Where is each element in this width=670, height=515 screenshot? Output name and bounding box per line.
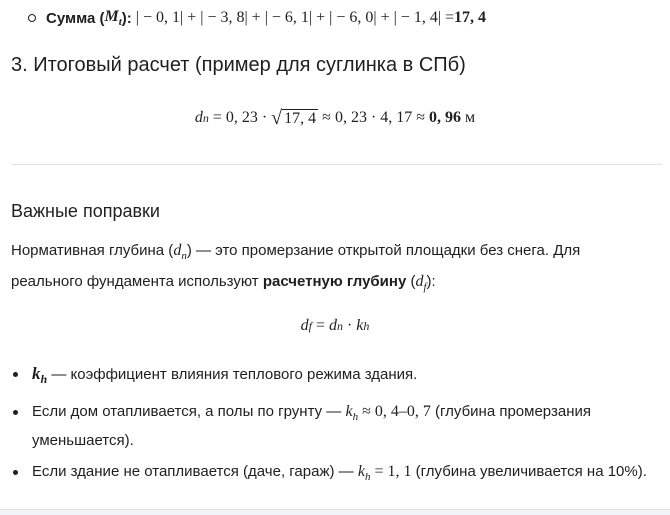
sum-list-item: [28, 6, 486, 30]
formula-result: 0, 96: [429, 109, 462, 126]
sum-var-m: $M_t$: [104, 7, 122, 29]
list-item: Если здание не отапливается (даче, гараж) — $k_h = 1$, 1 (глубина увеличивается на 10%).: [11, 460, 647, 489]
section-title-corrections: Важные поправки: [11, 201, 160, 221]
formula-df: d f = d n · k h: [300, 317, 370, 334]
corrections-paragraph: Нормативная глубина $(d_n)$ — это промерзание открытой площадки без снега. Для реального фундамента используют расчетную глубину $(d_f)$:: [11, 242, 581, 293]
section-title-final-calc: 3. Итоговый расчет (пример для суглинка в СПб): [11, 54, 466, 76]
list-item: Если дом отапливается, а полы по грунту — $k_h \approx 0$, 4–0, 7 (глубина промерзания уменьшается).: [11, 400, 661, 453]
sum-result: 17, 4: [454, 9, 487, 26]
sum-label: Сумма (: [46, 9, 105, 27]
sum-expression: | − 0, 1| + | − 3, 8| + | − 6, 1| + | − 6, 0| + | − 1, 4| =: [135, 9, 455, 26]
sum-label-end: ):: [121, 9, 132, 27]
circle-bullet-icon: [28, 14, 36, 22]
sqrt-expression: √ 17, 4: [271, 107, 317, 129]
formula-dn: d n = 0, 23 · √ 17, 4 ≈ 0, 23 · 4, 17 ≈ 0, 96 м: [194, 107, 476, 129]
input-area-edge: [0, 509, 670, 515]
section-divider: [11, 164, 662, 165]
list-item: $k_h$ — коэффициент влияния теплового режима здания.: [11, 362, 417, 391]
